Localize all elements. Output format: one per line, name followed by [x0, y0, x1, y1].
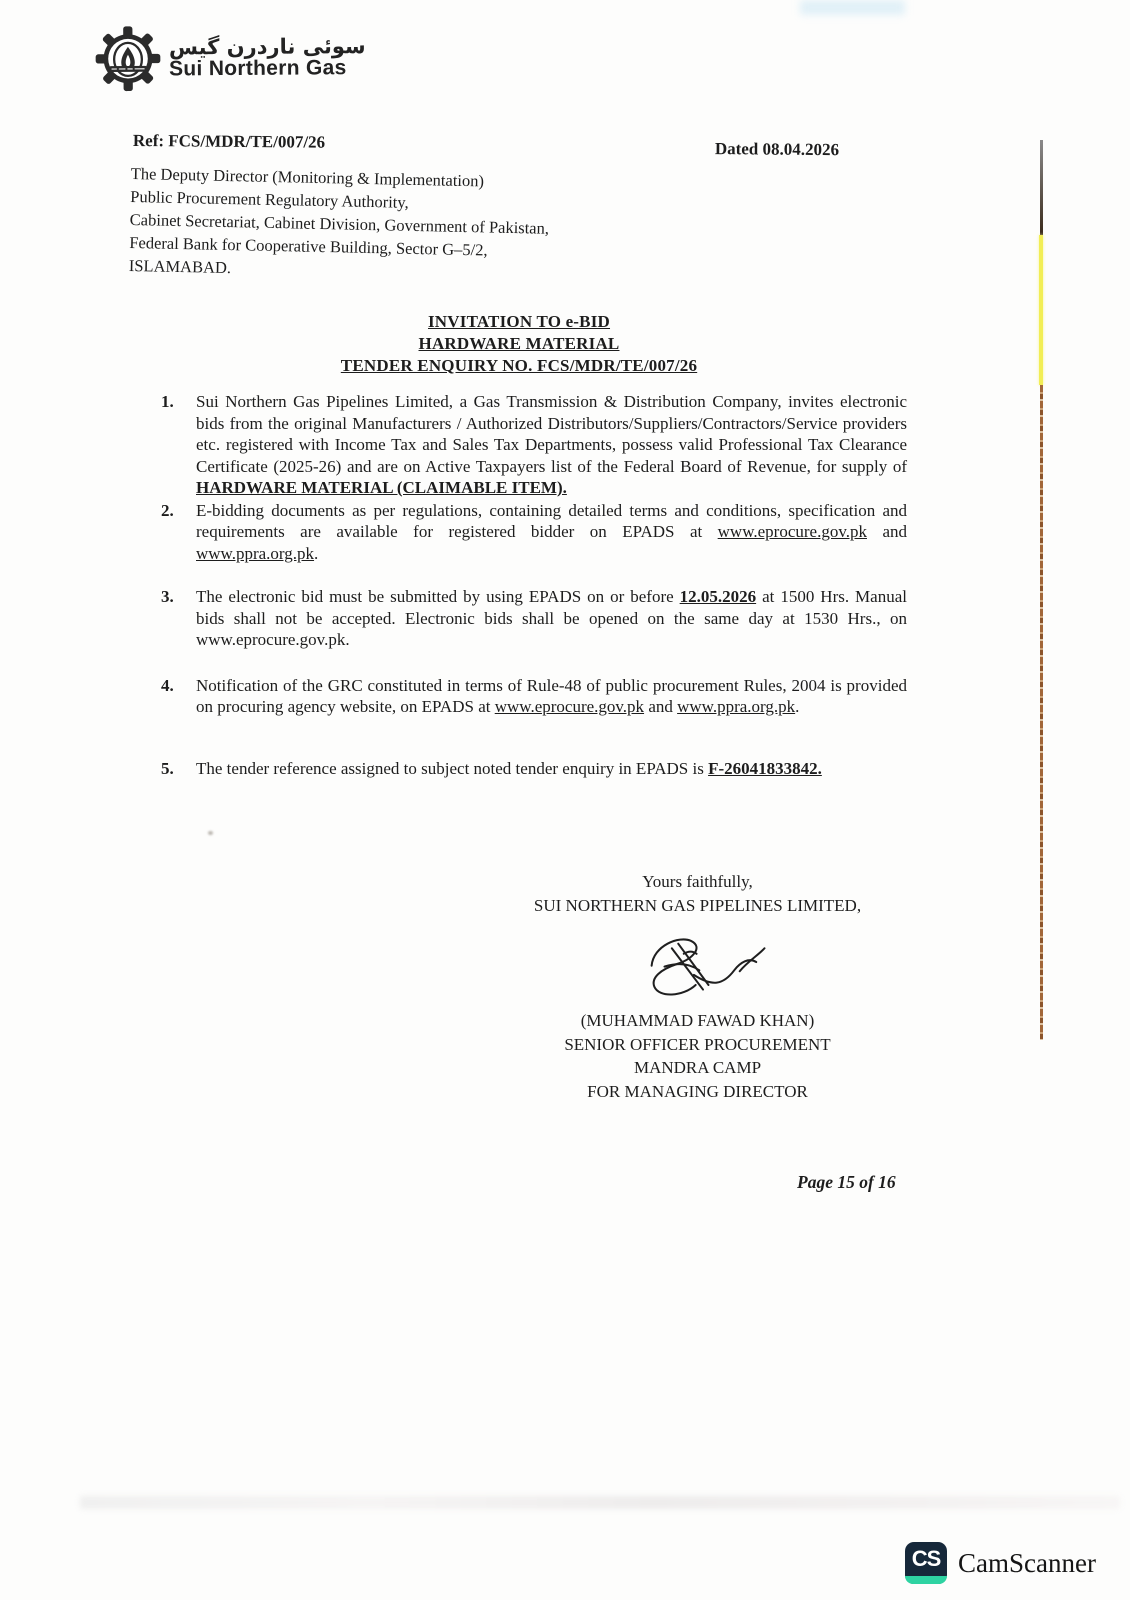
page-number: Page 15 of 16	[797, 1172, 896, 1192]
letter-title-line-3: TENDER ENQUIRY NO. FCS/MDR/TE/007/26	[340, 356, 698, 375]
clause-text: E-bidding documents as per regulations, containing detailed terms and conditions, specification and requirements are available for registered bidder on EPADS at www.eprocure.gov.pk and www.ppra.org.pk.	[196, 500, 907, 563]
clause-text: The electronic bid must be submitted by using EPADS on or before 12.05.2026 at 1500 Hrs. Manual bids shall not be accepted. Electronic bids shall be opened on the same day at 1530 Hrs., on www.eprocure.gov.pk.	[196, 587, 907, 649]
tender-clause-1	[161, 391, 907, 499]
scan-artifact-line-brown	[1040, 385, 1043, 1040]
signatory-location: MANDRA CAMP	[633, 1058, 762, 1077]
tender-clause-3	[161, 586, 907, 651]
clause-text: The tender reference assigned to subject noted tender enquiry in EPADS is F-26041833842.	[196, 758, 822, 778]
camscanner-badge-letters: CS	[911, 1546, 941, 1571]
clause-number: 5.	[161, 758, 174, 778]
tender-clause-4	[161, 675, 907, 718]
closing-block	[505, 870, 890, 1103]
recipient-address	[129, 162, 551, 286]
signatory-title: SENIOR OFFICER PROCUREMENT	[564, 1034, 831, 1054]
scan-smudge-bottom	[80, 1496, 1120, 1509]
camscanner-label: CamScanner	[958, 1547, 1096, 1578]
clause-number: 1.	[161, 392, 174, 411]
letter-date: Dated 08.04.2026	[714, 139, 840, 160]
signatory-name: (MUHAMMAD FAWAD KHAN)	[580, 1011, 815, 1030]
tender-clause-2	[161, 500, 907, 565]
scan-smudge-top	[800, 0, 905, 15]
reference-row	[133, 131, 913, 158]
signatory-for: FOR MANAGING DIRECTOR	[587, 1081, 808, 1101]
scan-artifact-line-dark	[1040, 140, 1043, 235]
clause-number: 3.	[161, 587, 174, 606]
camscanner-watermark	[905, 1542, 1096, 1584]
clause-number: 4.	[161, 675, 174, 695]
recipient-line: Cabinet Secretariat, Cabinet Division, Government of Pakistan,	[129, 209, 550, 238]
recipient-line: The Deputy Director (Monitoring & Implementation)	[130, 163, 485, 191]
camscanner-badge-strip	[905, 1576, 947, 1584]
clause-text: Notification of the GRC constituted in terms of Rule-48 of public procurement Rules, 2004 is provided on procuring agency website, on EPADS at www.eprocure.gov.pk and www.ppra.org.pk.	[196, 675, 907, 716]
reference-number: Ref: FCS/MDR/TE/007/26	[132, 131, 326, 152]
clause-text: Sui Northern Gas Pipelines Limited, a Gas Transmission & Distribution Company, invites electronic bids from the original Manufacturers / Authorized Distributors/Suppliers/Contractors/Service providers etc. registered with Income Tax and Sales Tax Departments, possess valid Professional Tax Clearance Certificate (2025-26) and are on Active Taxpayers list of the Federal Board of Revenue, for supply of HARDWARE MATERIAL (CLAIMABLE ITEM).	[196, 392, 907, 497]
company-name-english: Sui Northern Gas	[168, 56, 347, 81]
scan-speck	[208, 831, 213, 835]
letter-title-line-2: HARDWARE MATERIAL	[418, 334, 620, 353]
clause-number: 2.	[161, 500, 174, 520]
handwritten-signature	[620, 929, 775, 1007]
letter-title	[133, 311, 905, 377]
recipient-line: Federal Bank for Cooperative Building, Sector G–5/2,	[129, 232, 488, 260]
letter-title-line-1: INVITATION TO e-BID	[427, 312, 611, 331]
gear-flame-icon	[95, 24, 161, 92]
tender-clauses	[161, 391, 907, 779]
salutation: Yours faithfully,	[642, 872, 753, 891]
company-logo	[95, 23, 366, 93]
scan-artifact-line-yellow	[1039, 235, 1043, 385]
company-signature-line: SUI NORTHERN GAS PIPELINES LIMITED,	[533, 895, 862, 915]
tender-clause-5	[161, 758, 907, 780]
recipient-line: Public Procurement Regulatory Authority,	[130, 186, 409, 212]
company-name-urdu: سوئی ناردرن گیس	[168, 34, 366, 60]
recipient-line: ISLAMABAD.	[128, 255, 232, 278]
camscanner-logo-icon	[905, 1542, 947, 1584]
